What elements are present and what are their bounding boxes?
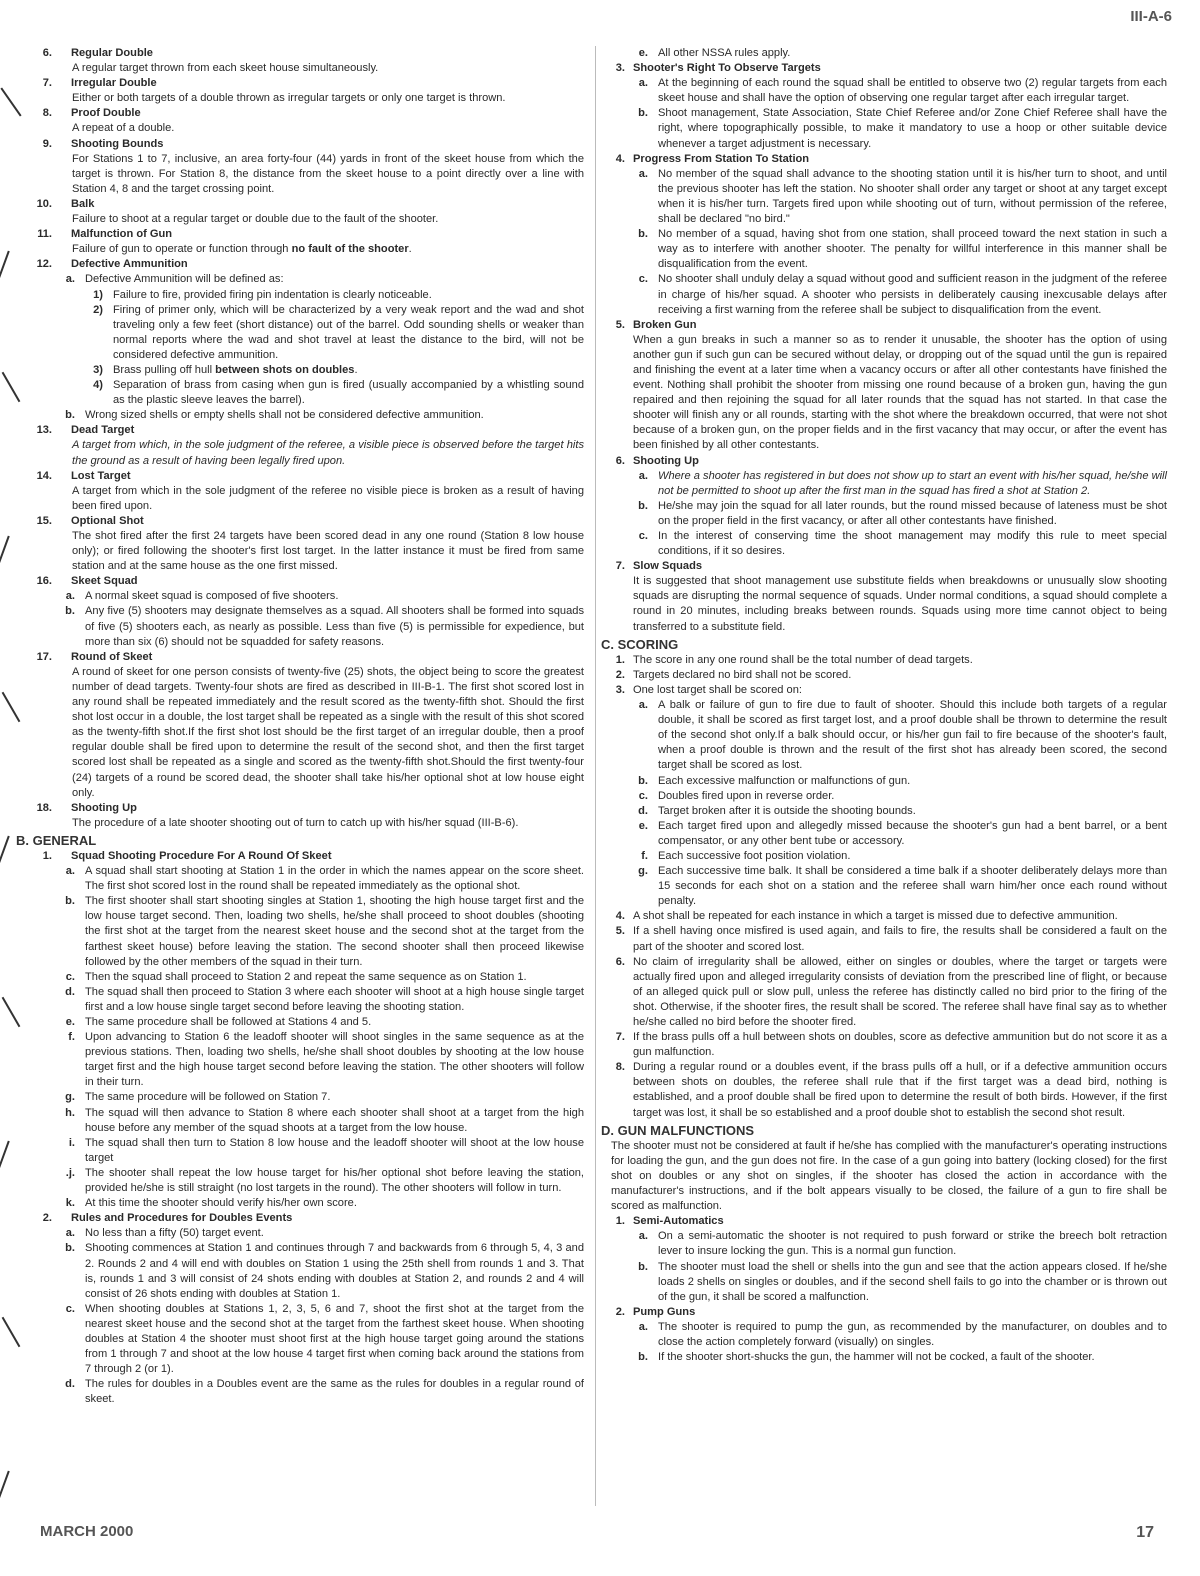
sub-item: c. Then the squad shall proceed to Station 2 and repeat the same sequence as on Station 1. [65, 970, 527, 983]
rule-title: Shooter's Right To Observe Targets [633, 62, 821, 75]
scoring-1: 1. The score in any one round shall be the total number of dead targets. [615, 653, 973, 666]
sub-item: a. At the beginning of each round the squad shall be entitled to observe two (2) regular targets from each skeet house and shall have the option of observing one regular target after each irregular target. [638, 77, 1167, 105]
definition-13: 13. Dead Target [18, 423, 584, 438]
scoring-3: 3. One lost target shall be scored on: [615, 683, 802, 696]
column-divider [595, 46, 596, 1506]
margin-mark [0, 536, 10, 569]
right-column [603, 46, 1167, 1365]
rule-b2-items [18, 1226, 584, 1407]
definition-title: Lost Target [71, 469, 131, 482]
sub-item: c. In the interest of conserving time the shoot management may modify this rule to meet special conditions, if it so desires. [638, 530, 1167, 558]
definition-11: 11. Malfunction of Gun [18, 227, 584, 242]
sub-item: b. Wrong sized shells or empty shells shall not be considered defective ammunition. [65, 409, 484, 422]
scoring-5: 5. If a shell having once misfired is used again, and fails to fire, the results shall be considered a fault on the part of the shooter and scored lost. [615, 925, 1167, 953]
rule-b2: 2. Rules and Procedures for Doubles Events [18, 1211, 584, 1226]
definition-title: Optional Shot [71, 514, 144, 527]
malfunction-2-items [603, 1320, 1167, 1365]
definition-title: Regular Double [71, 47, 153, 59]
scoring-4: 4. A shot shall be repeated for each instance in which a target is missed due to defective ammunition. [615, 910, 1118, 923]
rule-b1-items [18, 864, 584, 1211]
sub-item: c. When shooting doubles at Stations 1, 2, 3, 5, 6 and 7, shoot the first shot at the target from the nearest skeet house and the second shot at the target from the farthest skeet house. When shooting doubles at Station 4 the shooter must shoot first at the high house target going around the stations from 1 through 7 and shoot at the low house 4 target first when coming back around the stations from 7 through 2 (or 1). [65, 1302, 584, 1376]
margin-mark [0, 1471, 10, 1504]
scoring-8: 8. During a regular round or a doubles event, if the brass pulls off a hull, or if a defective ammunition occurs between shots on doubles, the referee shall rule that if the first target was a dead bird, nothing is established, and a proof double shall be fired upon to determine the result of both birds. However, if the first target was lost, it shall be so established and a proof double shot to establish the second shot result. [615, 1061, 1167, 1119]
rule-b5: 5. Broken Gun [603, 318, 1167, 333]
margin-mark [0, 836, 10, 869]
sub-item: a. A balk or failure of gun to fire due to fault of shooter. Should this include both targets of a regular double, it shall be scored as first target lost, and a proof double shall be thrown to determine the result of the second shot only.If a balk should occur, or his/her gun fail to fire because of the shooter's fault, when a proof double is thrown and the result of the first shot has already been scored, the second target shall be scored as lost. [638, 699, 1167, 772]
rule-title: Squad Shooting Procedure For A Round Of Skeet [71, 849, 332, 862]
definition-title: Malfunction of Gun [71, 228, 173, 241]
definition-title: Skeet Squad [71, 575, 138, 588]
sub-item: b. Each excessive malfunction or malfunctions of gun. [638, 774, 911, 787]
definition-title: Round of Skeet [71, 650, 153, 663]
sub-item: f. Each successive foot position violation. [641, 849, 851, 862]
sub-item: b. Any five (5) shooters may designate themselves as a squad. All shooters shall be formed into squads of five (5) shooters each, as nearly as possible. Less than five (5) is permissible for expedience, but more than six (6) should not be squadded for safety reasons. [65, 605, 584, 648]
footer-date: MARCH 2000 [40, 1523, 134, 1540]
definition-14: 14. Lost Target [18, 469, 584, 484]
rule-title: Semi-Automatics [633, 1215, 724, 1228]
definition-text: A target from which in the sole judgment of the referee no visible piece is broken as a result of having been fired upon. [72, 484, 584, 512]
definition-16: 16. Skeet Squad [18, 574, 584, 589]
scoring-2: 2. Targets declared no bird shall not be scored. [615, 668, 852, 681]
definition-12: 12. Defective Ammunition [18, 257, 584, 272]
definition-title: Shooting Up [71, 801, 137, 814]
sub-item: b. The first shooter shall start shooting singles at Station 1, shooting the high house target first and the low house target second. Then, loading two shells, he/she shall proceed to shoot doubles (shooting the first shot at the target from the nearest skeet house and the second shot at the target from the farthest skeet house) before leaving the station. The second shooter shall then proceed likewise followed by the other members of the squad in their turn. [65, 895, 584, 968]
malfunction-2: 2. Pump Guns [603, 1305, 1167, 1320]
rule-b6: 6. Shooting Up [603, 454, 1167, 469]
sub-item: g. The same procedure will be followed on Station 7. [65, 1091, 331, 1104]
sub-item: e. The same procedure shall be followed at Stations 4 and 5. [65, 1016, 372, 1028]
definition-title: Proof Double [71, 107, 141, 120]
rule-title: Rules and Procedures for Doubles Events [71, 1212, 293, 1225]
definition-text: A repeat of a double. [72, 122, 175, 135]
rule-title: Progress From Station To Station [633, 152, 810, 165]
rule-title: Broken Gun [633, 318, 697, 331]
sub-item: a. A squad shall start shooting at Station 1 in the order in which the names appear on the score sheet. The first shot scored lost in the round shall be repeated immediately as the optional shot. [65, 865, 584, 893]
page-code: III-A-6 [1130, 8, 1172, 25]
definition-text: The procedure of a late shooter shooting out of turn to catch up with his/her squad (III-B-6). [72, 816, 519, 829]
margin-mark [0, 251, 10, 284]
sub-item: d. The rules for doubles in a Doubles event are the same as the rules for doubles in a regular round of skeet. [65, 1378, 584, 1406]
rule-text: It is suggested that shoot management use substitute fields when breakdowns or unusually slow shooting squads are disrupting the normal sequence of squads. Under normal conditions, a squad should complete a round in 20 minutes, including breaks between rounds. Squads using more time cannot object to being transferred to a substitute field. [633, 575, 1167, 633]
rule-title: Shooting Up [633, 454, 699, 467]
scoring-3-items [603, 698, 1167, 909]
definition-text: For Stations 1 to 7, inclusive, an area forty-four (44) yards in front of the skeet house from which the target is thrown. For Station 8, the distance from the skeet house to a point directly over a line with Station 4, 8 and the target crossing point. [72, 152, 584, 195]
definition-text: Failure of gun to operate or function through no fault of the shooter. [72, 243, 412, 256]
sub-item: d. Target broken after it is outside the shooting bounds. [638, 804, 916, 817]
definition-7: 7. Irregular Double [18, 76, 584, 91]
sub-sub-item: 1) Failure to fire, provided firing pin indentation is clearly noticeable. [93, 288, 432, 301]
sub-item: b. Shoot management, State Association, State Chief Referee and/or Zone Chief Referee shall have the right, where topographically possible, to make it mandatory to use a hoop or other suitable device whenever a target adjustment is necessary. [638, 107, 1167, 150]
section-heading-scoring: C. SCORING [601, 636, 679, 652]
gun-malfunctions-intro: The shooter must not be considered at fault if he/she has complied with the manufacturer's operating instructions for loading the gun, and the gun does not fire. In the case of a gun going into battery (locking closed) for the first shot on doubles or any shot on singles, if the shooter has closed the action in accordance with the manufacturer's instructions, and if the bolt appears visually to be closed, the failure of a gun to fire shall be scored as malfunction. [611, 1139, 1167, 1213]
definition-text: The shot fired after the first 24 targets have been scored dead in any one round (Station 8 low house only); or fired following the shooter's first lost target. In the latter instance it must be fired from same station and at the same house as the one first missed. [72, 530, 584, 573]
left-column [18, 46, 584, 1407]
definition-6: 6. Regular Double [18, 46, 584, 61]
rule-b3: 3. Shooter's Right To Observe Targets [603, 61, 1167, 76]
sub-item: b. The shooter must load the shell or shells into the gun and see that the action appears closed. If he/she loads 2 shells on singles or doubles, and if the second shell fails to go into the chamber or is thrown out of the gun, it shall be scored a malfunction. [638, 1260, 1167, 1303]
definition-text: Either or both targets of a double thrown as irregular targets or only one target is thrown. [72, 92, 506, 105]
sub-item: a. No less than a fifty (50) target event. [65, 1227, 264, 1240]
definition-17: 17. Round of Skeet [18, 650, 584, 665]
sub-item: a. The shooter is required to pump the gun, as recommended by the manufacturer, on doubles and to close the action completely forward (visually) on singles. [638, 1320, 1167, 1348]
page-number: 17 [1136, 1524, 1154, 1541]
sub-item: i. The squad shall then turn to Station 8 low house and the leadoff shooter will shoot at the low house target [68, 1136, 584, 1164]
scoring-6: 6. No claim of irregularity shall be allowed, either on singles or doubles, where the target or targets were actually fired upon and alleged irregularity consists of deviation from the prescribed line of flight, or because of an alleged quick pull or slow pull, unless the referee has distinctly called no bird prior to the firing of the shot. Otherwise, if the shooter fires, the result shall be scored. The referee shall have final say as to whether he/she called no bird before the shooter fired. [615, 955, 1167, 1028]
definition-text: A round of skeet for one person consists of twenty-five (25) shots, the object being to score the greatest number of dead targets. Twenty-four shots are fired as described in III-B-1. The first shot scored lost in any round shall be repeated immediately and the result scored as the twenty-fifth shot. Should the first shot lost occur in a double, the lost target shall be repeated as a single with the result of this shot scored as the twenty-fifth shot.If the first shot lost should be the first target of an irregular double, then a proof regular double shall be fired upon to determine the result of the second shot, and then the first target scored lost shall be repeated as a single and scored as the twenty-fifth shot.Should the first twenty-four (24) targets of a round be scored dead, the shooter shall take his/her optional shot at low house eight only. [72, 665, 584, 799]
sub-item: a. A normal skeet squad is composed of five shooters. [65, 590, 339, 603]
definition-text: Failure to shoot at a regular target or double due to the fault of the shooter. [72, 213, 439, 226]
sub-item: b. If the shooter short-shucks the gun, the hammer will not be cocked, a fault of the shooter. [638, 1351, 1095, 1364]
definition-title: Shooting Bounds [71, 137, 164, 150]
sub-item: b. Shooting commences at Station 1 and continues through 7 and backwards from 6 through 5, 4, 3 and 2. Rounds 2 and 4 will end with doubles on Station 1 using the 25th shell from rounds 1 and 3. That is, rounds 1 and 3 will consist of 24 shots ending with doubles at Station 2, and rounds 2 and 4 will consist of 26 shots ending with doubles at Station 1. [65, 1242, 584, 1300]
rule-b3-items [603, 76, 1167, 151]
definition-9: 9. Shooting Bounds [18, 137, 584, 152]
sub-item: a. On a semi-automatic the shooter is not required to push forward or strike the breech bolt retraction lever to insure locking the gun. This is a normal gun function. [638, 1230, 1167, 1258]
sub-item: k. At this time the shooter should verify his/her own score. [65, 1197, 357, 1210]
sub-item: a. Defective Ammunition will be defined as: [65, 273, 284, 286]
rule-b6-items [603, 469, 1167, 560]
sub-item: a. Where a shooter has registered in but does not show up to start an event with his/her squad, he/she will not be permitted to shoot up after the first man in the squad has fired a shot at Station 2. [638, 469, 1167, 497]
definition-title: Balk [71, 197, 95, 210]
rule-b7: 7. Slow Squads [603, 559, 1167, 574]
sub-sub-item: 4) Separation of brass from casing when gun is fired (usually accompanied by a whistling sound as the plastic sleeve leaves the barrel). [93, 379, 584, 407]
sub-item: .j. The shooter shall repeat the low house target for his/her optional shot before leaving the station, provided he/she is still straight (no lost targets in the round). The other shooters will follow in turn. [65, 1166, 584, 1195]
section-heading-gun-malfunctions: D. GUN MALFUNCTIONS [601, 1122, 755, 1138]
sub-item: e. Each target fired upon and allegedly missed because the shooter's gun had a bent barrel, or a bent compensator, or any other bent tube or accessory. [638, 819, 1167, 847]
section-heading-general: B. GENERAL [16, 832, 97, 848]
sub-item: g. Each successive time balk. It shall be considered a time balk if a shooter deliberately delays more than 15 seconds for each shot on a station and the referee shall warn him/her once each round without penalty. [638, 865, 1167, 908]
definition-title: Defective Ammunition [71, 258, 188, 271]
sub-sub-item: 3) Brass pulling off hull between shots on doubles. [93, 363, 358, 376]
sub-sub-item: 2) Firing of primer only, which will be characterized by a very weak report and the wad and shot traveling only a few feet (short distance) out of the barrel. Odd sounding shells or weaker than normal reports where the wad and shot travel at least the distance to the bird, will not be considered defective ammunition. [93, 303, 584, 361]
definition-title: Dead Target [71, 424, 135, 437]
sub-item: a. No member of the squad shall advance to the shooting station until it is his/her turn to shoot, and until the previous shooter has left the station. No shooter shall order any target or shoot at any target except when it is his/her turn. Targets fired upon while shooting out of turn, without permission of the referee, shall be declared "no bird." [638, 167, 1167, 226]
sub-item: h. The squad will then advance to Station 8 where each shooter shall shoot at a target from the high house before any member of the squad shoots at a target from the low house. [65, 1106, 584, 1134]
definition-10: 10. Balk [18, 197, 584, 212]
sub-item: b. He/she may join the squad for all later rounds, but the round missed because of lateness must be shot on the proper field in the first vacancy, or after all other contestants have finished. [638, 499, 1167, 527]
rule-title: Slow Squads [633, 560, 703, 573]
rule-title: Pump Guns [633, 1305, 696, 1318]
malfunction-1: 1. Semi-Automatics [603, 1214, 1167, 1229]
definition-8: 8. Proof Double [18, 106, 584, 121]
rule-text: When a gun breaks in such a manner so as to render it unusable, the shooter has the option of using another gun if such gun can be secured without delay, or dropping out of the squad until the gun is repaired and finishing the event at a later time when a vacancy occurs or after all other contestants have finished the event. Nothing shall prohibit the shooter from missing one round because of a broken gun, having the gun repaired and then rejoining the squad for all later rounds that the squad has not started. In that case the shooter will finish any or all rounds, starting with the shot where the breakdown occurred, that were not shot because of a broken gun, on the proper fields and in the first vacancy that may occur, or after the event has been finished by all other contestants. [633, 333, 1167, 452]
definition-18: 18. Shooting Up [18, 801, 584, 816]
rule-b4-items [603, 167, 1167, 318]
sub-item: c. Doubles fired upon in reverse order. [638, 789, 835, 802]
definition-text: A regular target thrown from each skeet house simultaneously. [72, 62, 379, 75]
malfunction-1-items [603, 1229, 1167, 1304]
definition-text: A target from which, in the sole judgment of the referee, a visible piece is observed before the target hits the ground as a result of having been legally fired upon. [72, 439, 584, 467]
rule-b4: 4. Progress From Station To Station [603, 152, 1167, 167]
rule-b1: 1. Squad Shooting Procedure For A Round Of Skeet [18, 849, 584, 864]
sub-item: f. Upon advancing to Station 6 the leadoff shooter will shoot singles in the same sequence as at the previous stations. Then, loading two shells, he/she shall shoot doubles by shooting at the low house target first and the high house target second before leaving the station. The other shooters will follow in their turn. [68, 1031, 584, 1089]
definition-15: 15. Optional Shot [18, 514, 584, 529]
sub-item: d. The squad shall then proceed to Station 3 where each shooter will shoot at a high house single target first and a low house single target second before leaving the shooting station. [65, 985, 584, 1013]
definition-title: Irregular Double [71, 77, 157, 90]
sub-item: b. No member of a squad, having shot from one station, shall proceed toward the next station in such a way as to interfere with another shooter. The penalty for willful interference in this manner shall be disqualification from the event. [638, 228, 1167, 271]
scoring-7: 7. If the brass pulls off a hull between shots on doubles, score as defective ammunition but do not score it as a gun malfunction. [615, 1031, 1167, 1059]
margin-mark [0, 1141, 10, 1174]
sub-item: c. No shooter shall unduly delay a squad without good and sufficient reason in the judgment of the referee in charge of his/her squad. A shooter who persists in deliberately causing inexcusable delays after receiving a first warning from the referee shall be subject to disqualification from the event. [638, 273, 1167, 316]
sub-item: e. All other NSSA rules apply. [638, 47, 791, 59]
